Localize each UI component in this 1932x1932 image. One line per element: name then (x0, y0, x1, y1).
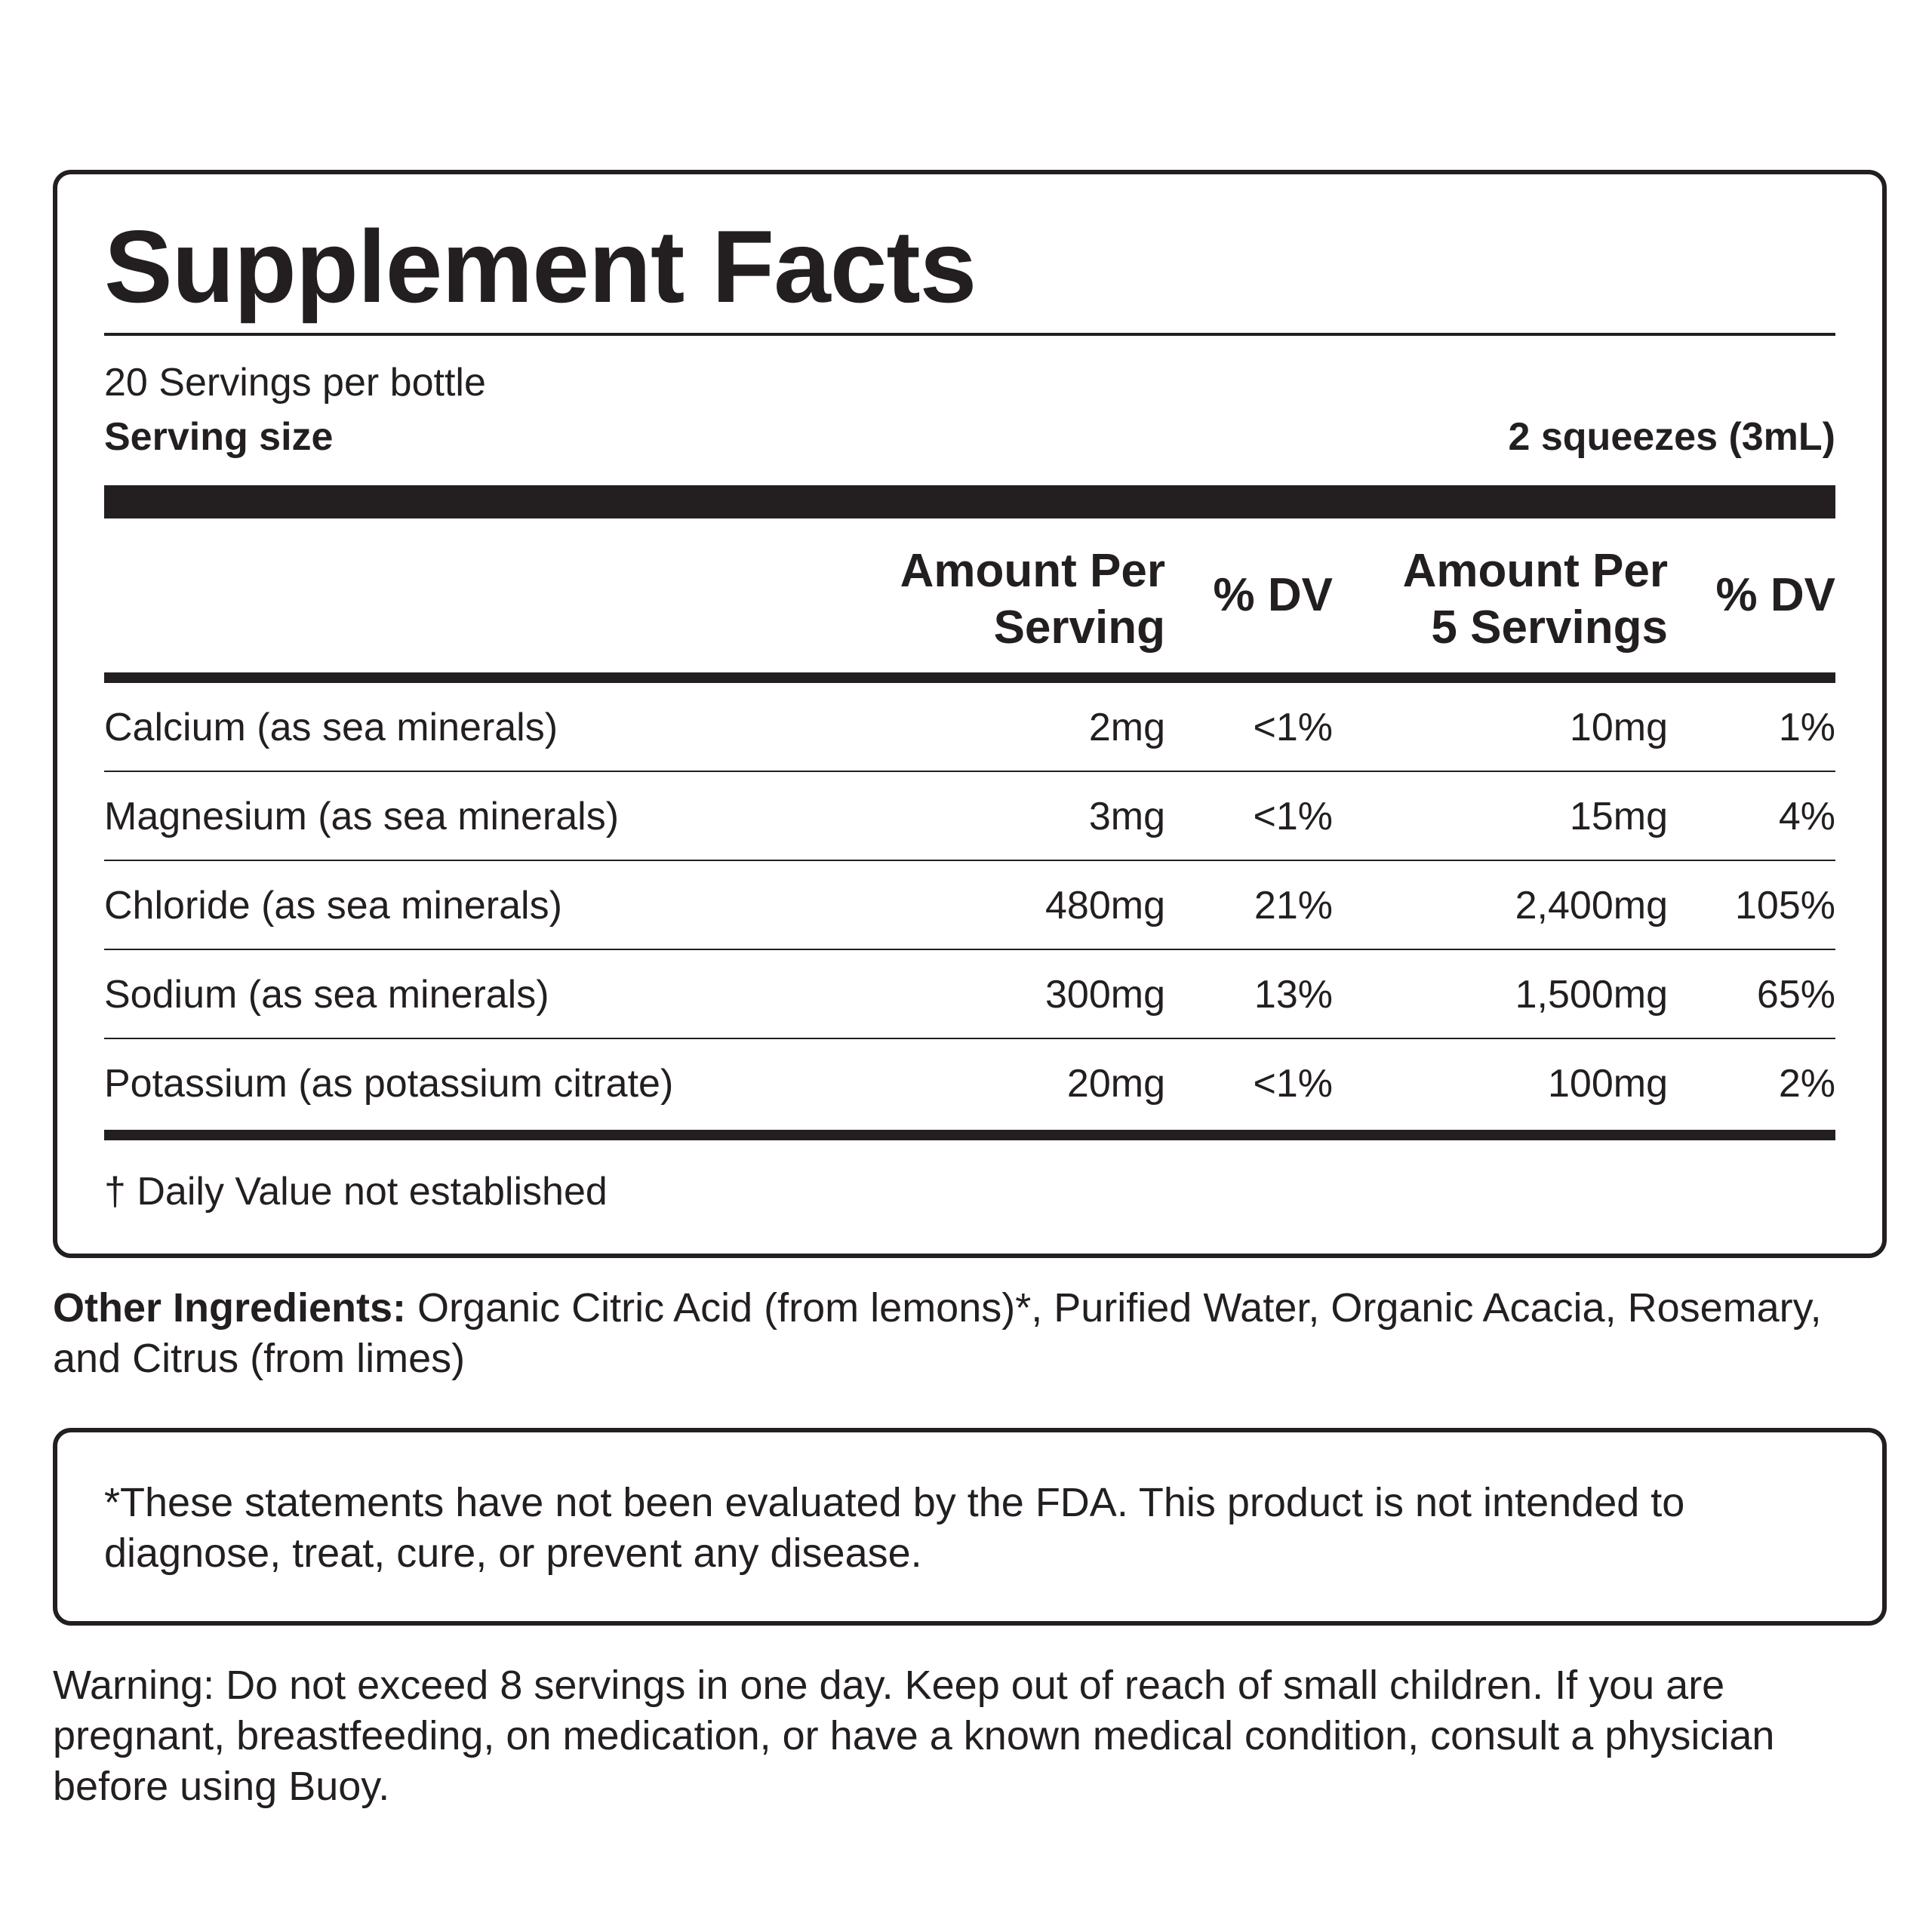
dv-per-serving: 21% (1254, 884, 1333, 928)
supplement-facts-panel (53, 170, 1887, 1258)
header-amount-per-5-servings-line1: Amount Per (1402, 545, 1668, 597)
nutrient-row (104, 950, 1835, 1039)
other-ingredients (53, 1283, 1894, 1384)
nutrient-row (104, 1039, 1835, 1128)
nutrient-row (104, 861, 1835, 950)
other-ingredients-label: Other Ingredients: (53, 1285, 407, 1331)
nutrient-table (104, 683, 1835, 1128)
header-amount-per-serving-line1: Amount Per (900, 545, 1165, 597)
warning-text: Warning: Do not exceed 8 servings in one day. Keep out of reach of small children. If you are pregnant, breastfeeding, on medication, or have a known medical condition, consult a physician before using Buoy. (53, 1663, 1775, 1809)
divider-thin (104, 333, 1835, 336)
header-dv-1: % DV (1213, 569, 1333, 621)
amount-per-5-servings: 15mg (1569, 795, 1668, 838)
amount-per-serving: 20mg (1066, 1062, 1165, 1106)
dv-per-5-servings: 2% (1778, 1062, 1835, 1106)
nutrient-name: Chloride (as sea minerals) (104, 884, 562, 928)
nutrient-row (104, 772, 1835, 861)
nutrient-name: Potassium (as potassium citrate) (104, 1062, 674, 1106)
amount-per-serving: 300mg (1045, 973, 1165, 1017)
divider-bottom (104, 1130, 1835, 1140)
servings-per-container: 20 Servings per bottle (104, 361, 486, 405)
panel-title: Supplement Facts (104, 209, 977, 324)
header-amount-per-serving (900, 543, 1165, 656)
dv-per-5-servings: 4% (1778, 795, 1835, 838)
header-amount-per-5-servings (1403, 543, 1668, 656)
divider-heavy (104, 485, 1835, 518)
amount-per-serving: 2mg (1088, 706, 1165, 749)
fda-disclaimer-text: *These statements have not been evaluated by the FDA. This product is not intended to diagnose, treat, cure, or prevent any disease. (104, 1480, 1685, 1576)
dv-per-5-servings: 105% (1735, 884, 1835, 928)
header-dv-2: % DV (1715, 569, 1835, 621)
dv-per-serving: <1% (1253, 795, 1333, 838)
amount-per-5-servings: 10mg (1569, 706, 1668, 749)
fda-disclaimer-box (53, 1428, 1887, 1626)
dv-per-serving: <1% (1253, 706, 1333, 749)
header-amount-per-serving-line2: Serving (993, 601, 1165, 654)
dv-per-serving: 13% (1254, 973, 1333, 1017)
serving-size-label: Serving size (104, 415, 334, 459)
amount-per-serving: 3mg (1088, 795, 1165, 838)
divider-medium (104, 672, 1835, 683)
dv-per-serving: <1% (1253, 1062, 1333, 1106)
other-ingredients-text: Organic Citric Acid (from lemons)*, Purified Water, Organic Acacia, Rosemary, and Citrus (from limes) (53, 1285, 1822, 1381)
nutrient-name: Magnesium (as sea minerals) (104, 795, 620, 838)
nutrient-name: Calcium (as sea minerals) (104, 706, 558, 749)
serving-size-value: 2 squeezes (3mL) (1508, 415, 1835, 459)
dv-per-5-servings: 1% (1778, 706, 1835, 749)
dv-footnote: † Daily Value not established (104, 1170, 608, 1214)
dv-per-5-servings: 65% (1756, 973, 1835, 1017)
amount-per-5-servings: 2,400mg (1515, 884, 1668, 928)
header-amount-per-5-servings-line2: 5 Servings (1431, 601, 1668, 654)
nutrient-name: Sodium (as sea minerals) (104, 973, 549, 1017)
amount-per-5-servings: 100mg (1548, 1062, 1668, 1106)
amount-per-5-servings: 1,500mg (1515, 973, 1668, 1017)
amount-per-serving: 480mg (1045, 884, 1165, 928)
nutrient-row (104, 683, 1835, 772)
